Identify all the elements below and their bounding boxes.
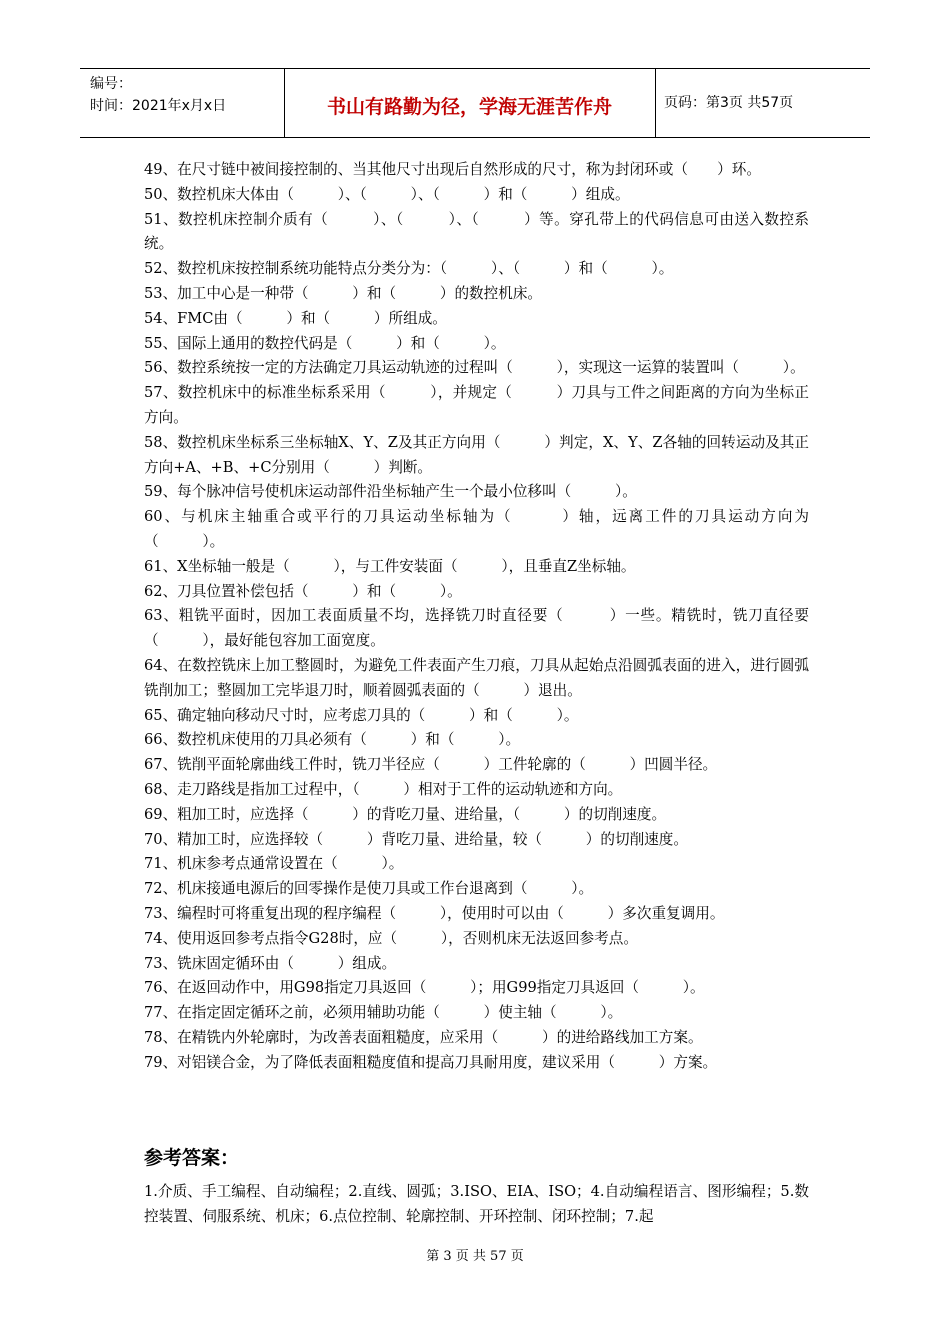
- question-item: 73、编程时可将重复出现的程序编程（ ），使用时可以由（ ）多次重复调用。: [144, 904, 725, 922]
- answers-heading: 参考答案：: [144, 1147, 240, 1169]
- question-item: 64、在数控铣床上加工整圆时，为避免工件表面产生刀痕，刀具从起始点沿圆弧表面的进入，进行圆弧铣削加工；整圆加工完毕退刀时，顺着圆弧表面的（ ）退出。: [144, 656, 809, 699]
- header-page-number: 页码：第3页 共57页: [664, 95, 794, 111]
- question-item: 59、每个脉冲信号使机床运动部件沿坐标轴产生一个最小位移叫（ ）。: [144, 483, 637, 501]
- question-item: 53、加工中心是一种带（ ）和（ ）的数控机床。: [144, 284, 543, 302]
- header-divider: [655, 69, 656, 137]
- question-item: 60、与机床主轴重合或平行的刀具运动坐标轴为（ ）轴，远离工件的刀具运动方向为（ ）。: [144, 508, 809, 550]
- question-item: 67、铣削平面轮廓曲线工件时，铣刀半径应（ ）工件轮廓的（ ）凹圆半径。: [144, 756, 718, 774]
- page-footer: 第 3 页 共 57 页: [426, 1249, 524, 1264]
- question-item: 58、数控机床坐标系三坐标轴X、Y、Z及其正方向用（ ）判定，X、Y、Z各轴的回转运动及其正方向+A、+B、+C分别用（ ）判断。: [144, 433, 809, 476]
- question-item: 61、X坐标轴一般是（ ），与工件安装面（ ），且垂直Z坐标轴。: [144, 557, 636, 575]
- question-item: 57、数控机床中的标准坐标系采用（ ），并规定（ ）刀具与工件之间距离的方向为坐标正方向。: [144, 384, 809, 426]
- question-item: 79、对铝镁合金，为了降低表面粗糙度值和提高刀具耐用度，建议采用（ ）方案。: [144, 1053, 718, 1071]
- question-item: 68、走刀路线是指加工过程中，（ ）相对于工件的运动轨迹和方向。: [144, 780, 623, 798]
- question-item: 72、机床接通电源后的回零操作是使刀具或工作台退离到（ ）。: [144, 880, 594, 898]
- page-header: [80, 68, 870, 138]
- question-item: 56、数控系统按一定的方法确定刀具运动轨迹的过程叫（ ），实现这一运算的装置叫（ ）。: [144, 359, 805, 377]
- question-item: 55、国际上通用的数控代码是（ ）和（ ）。: [144, 334, 506, 352]
- question-item: 78、在精铣内外轮廓时，为改善表面粗糙度，应采用（ ）的进给路线加工方案。: [144, 1028, 703, 1046]
- question-item: 63、粗铣平面时，因加工表面质量不均，选择铣刀时直径要（ ）一些。精铣时，铣刀直径要（ ），最好能包容加工面宽度。: [144, 607, 809, 650]
- question-item: 71、机床参考点通常设置在（ ）。: [144, 855, 404, 873]
- question-item: 73、铣床固定循环由（ ）组成。: [144, 954, 397, 972]
- answers-text: 1.介质、手工编程、自动编程；2.直线、圆弧；3.ISO、EIA、ISO；4.自动编程语言、图形编程；5.数控装置、伺服系统、机床；6.点位控制、轮廓控制、开环控制、闭环控制；7.起: [144, 1183, 809, 1225]
- header-motto: 书山有路勤为径，学海无涯苦作舟: [326, 96, 612, 118]
- question-list: [144, 158, 809, 1075]
- question-item: 62、刀具位置补偿包括（ ）和（ ）。: [144, 582, 462, 600]
- question-item: 66、数控机床使用的刀具必须有（ ）和（ ）。: [144, 731, 521, 749]
- question-item: 52、数控机床按控制系统功能特点分类分为：（ ）、（ ）和（ ）。: [144, 260, 674, 278]
- question-item: 65、确定轴向移动尺寸时，应考虑刀具的（ ）和（ ）。: [144, 706, 579, 724]
- question-item: 76、在返回动作中，用G98指定刀具返回（ ）；用G99指定刀具返回（ ）。: [144, 979, 705, 997]
- question-item: 70、精加工时，应选择较（ ）背吃刀量、进给量，较（ ）的切削速度。: [144, 830, 688, 848]
- question-item: 49、在尺寸链中被间接控制的、当其他尺寸出现后自然形成的尺寸，称为封闭环或（ ）环。: [144, 161, 761, 178]
- document-date: 时间：2021年x月x日: [90, 98, 227, 114]
- question-item: 51、数控机床控制介质有（ ）、（ ）、（ ）等。穿孔带上的代码信息可由送入数控系统。: [144, 210, 809, 253]
- header-meta: [90, 73, 226, 117]
- question-item: 50、数控机床大体由（ ）、（ ）、（ ）和（ ）组成。: [144, 185, 630, 203]
- question-item: 77、在指定固定循环之前，必须用辅助功能（ ）使主轴（ ）。: [144, 1004, 623, 1022]
- document-number: 编号：: [90, 76, 132, 92]
- question-item: 69、粗加工时，应选择（ ）的背吃刀量、进给量，（ ）的切削速度。: [144, 805, 667, 823]
- question-item: 54、FMC由（ ）和（ ）所组成。: [144, 309, 447, 327]
- question-item: 74、使用返回参考点指令G28时，应（ ），否则机床无法返回参考点。: [144, 929, 638, 947]
